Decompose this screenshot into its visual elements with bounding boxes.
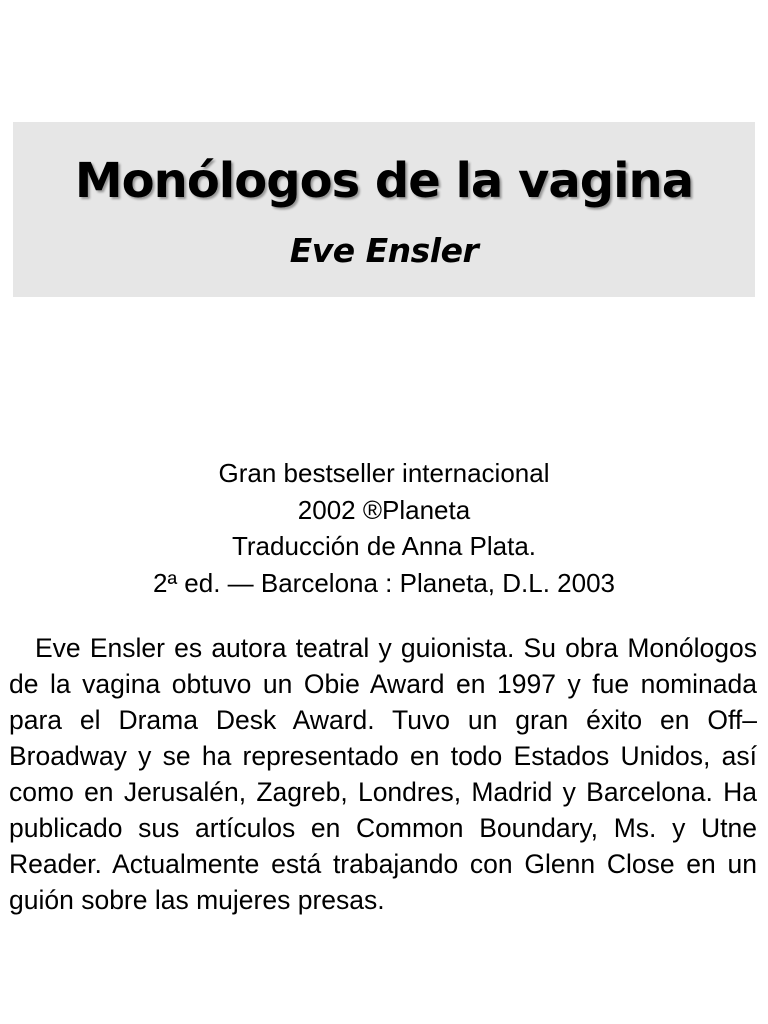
book-title: Monólogos de la vagina bbox=[74, 153, 694, 209]
publication-tagline: Gran bestseller internacional bbox=[218, 458, 550, 488]
publication-copyright: 2002 ®Planeta bbox=[297, 494, 471, 525]
publication-translation: Traducción de Anna Plata. bbox=[231, 531, 536, 561]
author-bio-paragraph: Eve Ensler es autora teatral y guionista. Su obra Monólogos de la vagina obtuvo un Obie Award en 1997 y fue nominada para el Drama Desk Award. Tuvo un gran éxito en Off–Broadway y se ha representado en todo Estados Unidos, así como en Jerusalén, Zagreb, Londres, Madrid y Barcelona. Ha publicado sus artículos en Common Boundary, Ms. y Utne Reader. Actualmente está trabajando con Glenn Close en un guión sobre las mujeres presas. bbox=[9, 633, 757, 915]
book-author: Eve Ensler bbox=[289, 231, 479, 270]
publication-info bbox=[0, 455, 768, 601]
publication-edition: 2ª ed. — Barcelona : Planeta, D.L. 2003 bbox=[152, 567, 616, 598]
